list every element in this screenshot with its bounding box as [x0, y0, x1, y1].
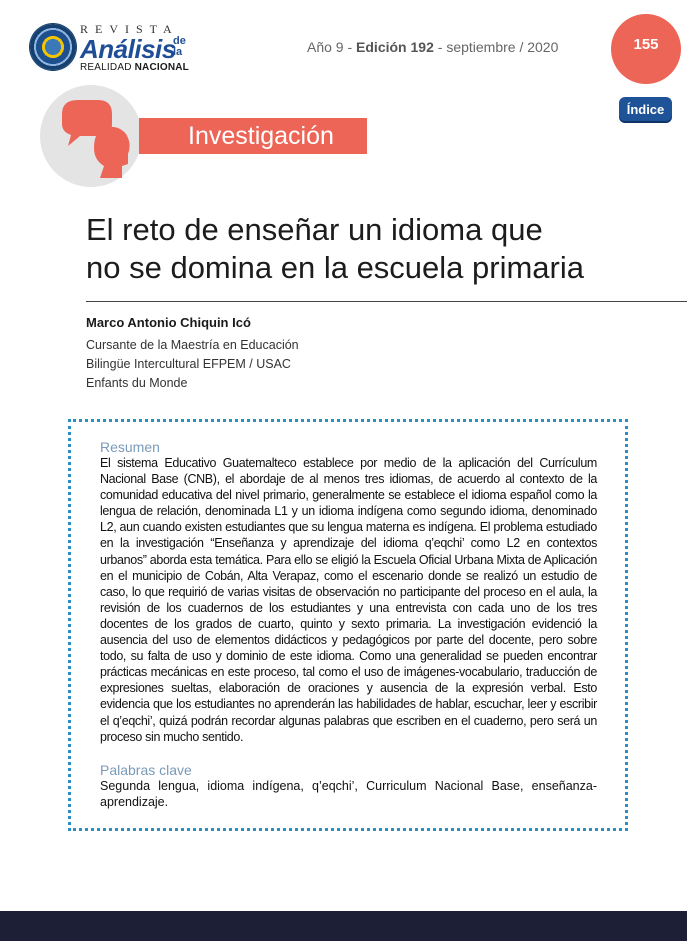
issue-separator: - [437, 39, 443, 55]
page-number: 155 [633, 35, 659, 53]
title-divider [86, 301, 687, 302]
author-name: Marco Antonio Chiquin Icó [86, 315, 251, 330]
university-seal-icon [30, 24, 76, 70]
keywords-text: Segunda lengua, idioma indígena, q’eqchi’, Curriculum Nacional Base, enseñanza-aprendizaje. [100, 779, 597, 809]
page-number-badge [611, 14, 681, 84]
author-affiliation [86, 336, 299, 393]
footer-bar [0, 911, 687, 941]
title-line-2: no se domina en la escuela primaria [86, 250, 584, 285]
speech-bubbles-icon [54, 94, 136, 180]
section-banner [139, 118, 367, 154]
section-label: Investigación [188, 121, 334, 150]
index-button[interactable] [619, 97, 672, 121]
logo-realidad-text: REALIDAD [80, 62, 132, 73]
issue-year: Año 9 [307, 39, 344, 55]
issue-info [307, 39, 558, 55]
affiliation-line: Bilingüe Intercultural EFPEM / USAC [86, 357, 291, 371]
keywords-heading: Palabras clave [100, 762, 192, 778]
abstract-text: El sistema Educativo Guatemalteco establece por medio de la aplicación del Currículum Nacional Base (CNB), el abordaje de al menos tres idiomas, de acuerdo al contexto de la comunidad educativa del nivel primario, generalmente se establece el idioma español como la lengua de relación, denominada L1 y un idioma indígena como segundo idioma, denominado L2, aun cuando existen estudiantes que su lengua materna es indígena. El problema estudiado en la investigación “Enseñanza y aprendizaje del idioma q’eqchi’ como L2 en contextos urbanos” aborda esta temática. Para ello se eligió la Escuela Oficial Urbana Mixta de Aplicación en el municipio de Cobán, Alta Verapaz, como el escenario donde se realizó un estudio de caso, lo que requirió de varias visitas de observación no participante del proceso en el aula, la revisión de los cuadernos de los estudiantes y una entrevista con cada uno de los tres docentes de los grados de cuarto, quinto y sexto primaria. La investigación evidenció la ausencia del uso de elementos didácticos y pedagógicos por parte del docente, pero sobre todo, su falta de uso y dominio de este idioma. Como una generalidad se pueden encontrar prácticas mecánicas en este proceso, tal como el uso de imágenes-vocabulario, traducción de expresiones sueltas, elaboración de oraciones y ausencia de la expresión verbal. Esto evidencia que los estudiantes no aprenderán las habilidades de hablar, escuchar, leer y escribir el q’eqchi’, quizá podrán recordar algunas palabras que escriben en el cuaderno, pero será un proceso sin mucho sentido. [100, 456, 597, 744]
abstract-heading: Resumen [100, 439, 160, 455]
article-title [86, 211, 676, 287]
affiliation-line: Cursante de la Maestría en Educación [86, 338, 299, 352]
index-button-label: Índice [626, 101, 665, 117]
issue-date: septiembre / 2020 [446, 39, 559, 55]
affiliation-line: Enfants du Monde [86, 376, 188, 390]
logo-analisis-text: Análisis [80, 34, 176, 64]
issue-separator: - [347, 39, 353, 55]
logo-revista-text: REVISTA [80, 22, 179, 36]
logo-realidad-nacional [80, 62, 189, 73]
logo-de-la-text: de la [173, 35, 186, 58]
logo-nacional-text: NACIONAL [134, 62, 189, 73]
journal-logo [30, 20, 190, 76]
issue-edition: Edición 192 [356, 39, 434, 55]
title-line-1: El reto de enseñar un idioma que [86, 212, 543, 247]
